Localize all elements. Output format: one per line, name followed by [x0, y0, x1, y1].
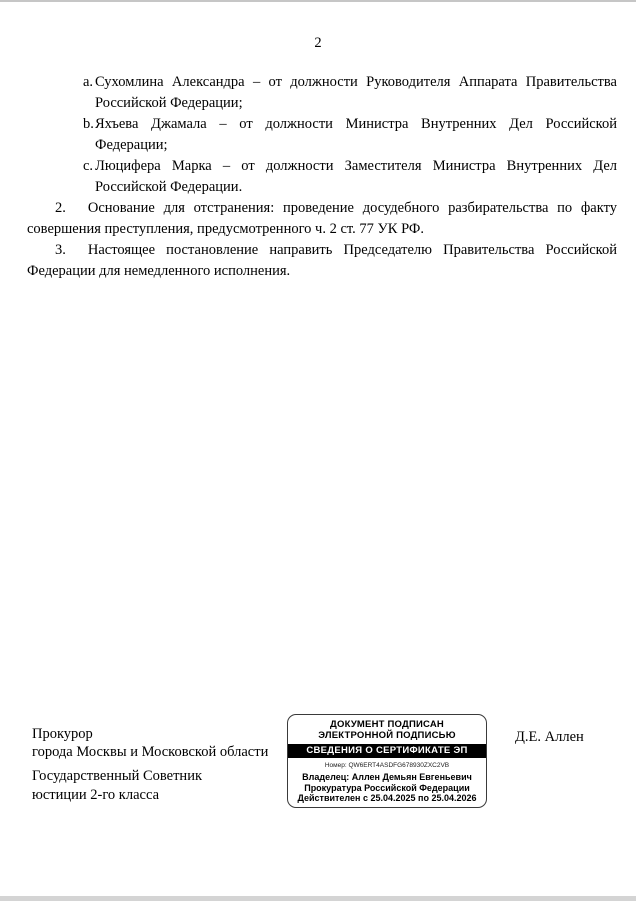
- signer-title-line: города Москвы и Московской области: [32, 743, 269, 760]
- list-item-text: Яхъева Джамала – от должности Министра Внутренних Дел Российской Федерации;: [95, 116, 617, 153]
- list-marker: a.: [83, 74, 94, 90]
- list-marker: b.: [83, 116, 94, 132]
- stamp-title-line: ДОКУМЕНТ ПОДПИСАН: [330, 719, 444, 730]
- paragraph-text: Настоящее постановление направить Председателю Правительства Российской Федерации для немедленного исполнения.: [27, 242, 617, 279]
- list-item-text: Люцифера Марка – от должности Заместителя Министра Внутренних Дел Российской Федерации.: [95, 158, 617, 195]
- numbered-paragraph: [27, 198, 617, 240]
- stamp-organization: Прокуратура Российской Федерации: [304, 782, 470, 793]
- page-bottom-edge: [0, 896, 636, 901]
- paragraph-text: Основание для отстранения: проведение досудебного разбирательства по факту совершения преступления, предусмотренного ч. 2 ст. 77 УК РФ.: [27, 200, 617, 237]
- numbered-paragraph: [27, 240, 617, 282]
- stamp-owner: Владелец: Аллен Демьян Евгеньевич: [302, 772, 472, 782]
- page-number: 2: [314, 35, 322, 51]
- list-item: [27, 114, 617, 156]
- list-item: [27, 156, 617, 198]
- list-item: [27, 72, 617, 114]
- stamp-certificate-number: Номер: QW6ERT4ASDFG678930ZXC2VB: [324, 762, 450, 769]
- paragraph-number: 3.: [55, 242, 66, 258]
- list-item-text: Сухомлина Александра – от должности Руководителя Аппарата Правительства Российской Федерации;: [95, 74, 617, 111]
- page-top-edge: [0, 0, 636, 2]
- signer-title-block: [32, 726, 268, 805]
- stamp-validity: Действителен с 25.04.2025 по 25.04.2026: [297, 793, 477, 803]
- stamp-title-line: ЭЛЕКТРОННОЙ ПОДПИСЬЮ: [318, 730, 456, 741]
- stamp-certificate-header: СВЕДЕНИЯ О СЕРТИФИКАТЕ ЭП: [288, 744, 486, 758]
- digital-signature-stamp: [287, 714, 487, 808]
- document-body: [27, 72, 617, 282]
- signer-rank-line: юстиции 2-го класса: [32, 787, 160, 803]
- signer-rank-line: Государственный Советник: [32, 768, 202, 784]
- signer-title-line: Прокурор: [32, 726, 93, 742]
- paragraph-number: 2.: [55, 200, 66, 216]
- list-marker: c.: [83, 158, 94, 174]
- signer-name: Д.Е. Аллен: [515, 729, 584, 745]
